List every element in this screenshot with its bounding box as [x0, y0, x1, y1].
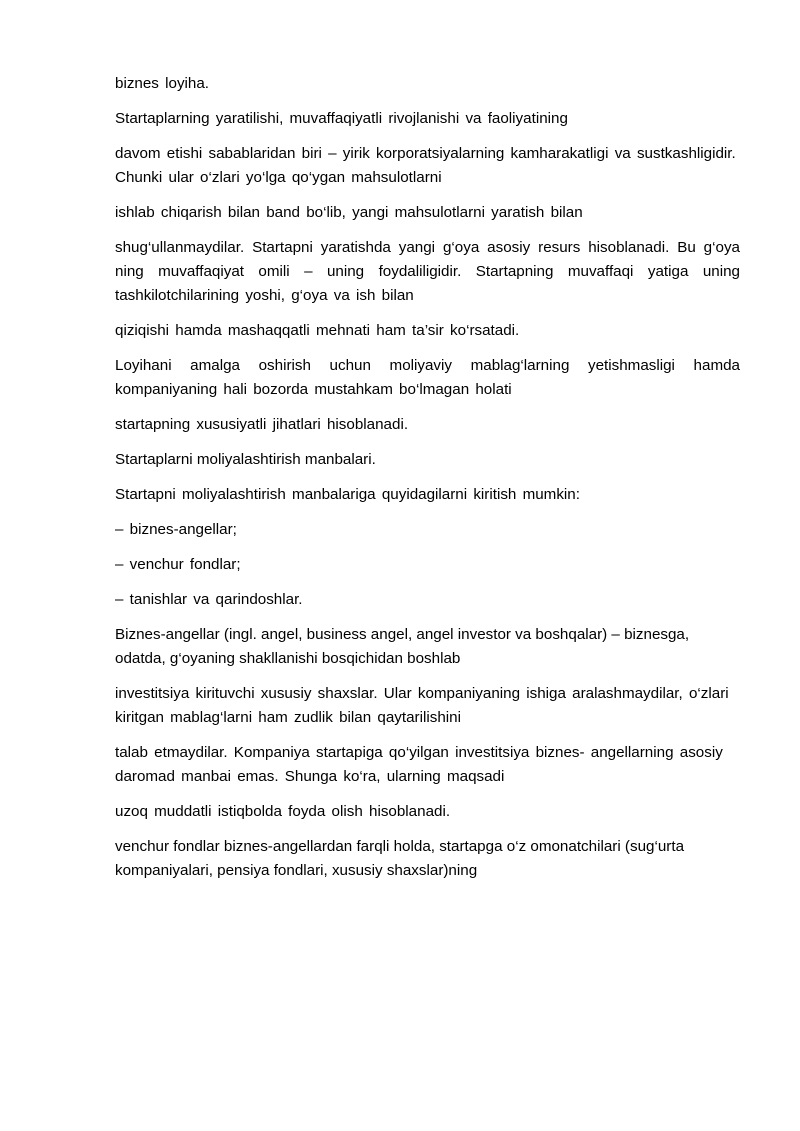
paragraph: qiziqishi hamda mashaqqatli mehnati ham ta’sir ko‘rsatadi. [115, 322, 520, 339]
paragraph: ishlab chiqarish bilan band bo‘lib, yangi mahsulotlarni yaratish bilan [115, 204, 583, 221]
paragraph: uzoq muddatli istiqbolda foyda olish hisoblanadi. [115, 803, 451, 820]
list-item: – biznes-angellar; [115, 521, 237, 538]
paragraph: investitsiya kirituvchi xususiy shaxslar. Ular kompaniyaning ishiga aralashmaydilar, o‘zlari kiritgan mablag‘larni ham zudlik bilan qaytarilishini [115, 685, 729, 726]
paragraph: talab etmaydilar. Kompaniya startapiga qo‘yilgan investitsiya biznes- angellarning asosiy daromad manbai emas. Shunga ko‘ra, ularning maqsadi [115, 744, 723, 785]
list-item: – venchur fondlar; [115, 556, 241, 573]
document-page [115, 72, 740, 894]
paragraph: Startaplarning yaratilishi, muvaffaqiyatli rivojlanishi va faoliyatining [115, 110, 568, 127]
paragraph-heading-fragment: biznes loyiha. [115, 75, 210, 92]
paragraph: venchur fondlar biznes-angellardan farqli holda, startapga o‘z omonatchilari (sug‘urta kompaniyalari, pensiya fondlari, xususiy shaxslar)ning [115, 838, 685, 879]
section-heading: Startaplarni moliyalashtirish manbalari. [115, 451, 376, 468]
list-item: – tanishlar va qarindoshlar. [115, 591, 303, 608]
paragraph: startapning xususiyatli jihatlari hisoblanadi. [115, 416, 409, 433]
paragraph: shug‘ullanmaydilar. Startapni yaratishda yangi g‘oya asosiy resurs hisoblanadi. Bu g‘oya ning muvaffaqiyat omili – uning foydaliligidir. Startapning muvaffaqi yatiga uning tashkilotchilarining yoshi, g‘oya va ish bilan [115, 239, 740, 304]
paragraph: Loyihani amalga oshirish uchun moliyaviy mablag‘larning yetishmasligi hamda kompaniyaning hali bozorda mustahkam bo‘lmagan holati [115, 357, 740, 398]
paragraph: Biznes-angellar (ingl. angel, business angel, angel investor va boshqalar) – biznesga, odatda, g‘oyaning shakllanishi bosqichidan boshlab [115, 626, 690, 667]
paragraph: Startapni moliyalashtirish manbalariga quyidagilarni kiritish mumkin: [115, 486, 580, 503]
paragraph: davom etishi sabablaridan biri – yirik korporatsiyalarning kamharakatligi va sustkashligidir. Chunki ular o‘zlari yo‘lga qo‘ygan mahsulotlarni [115, 145, 736, 186]
